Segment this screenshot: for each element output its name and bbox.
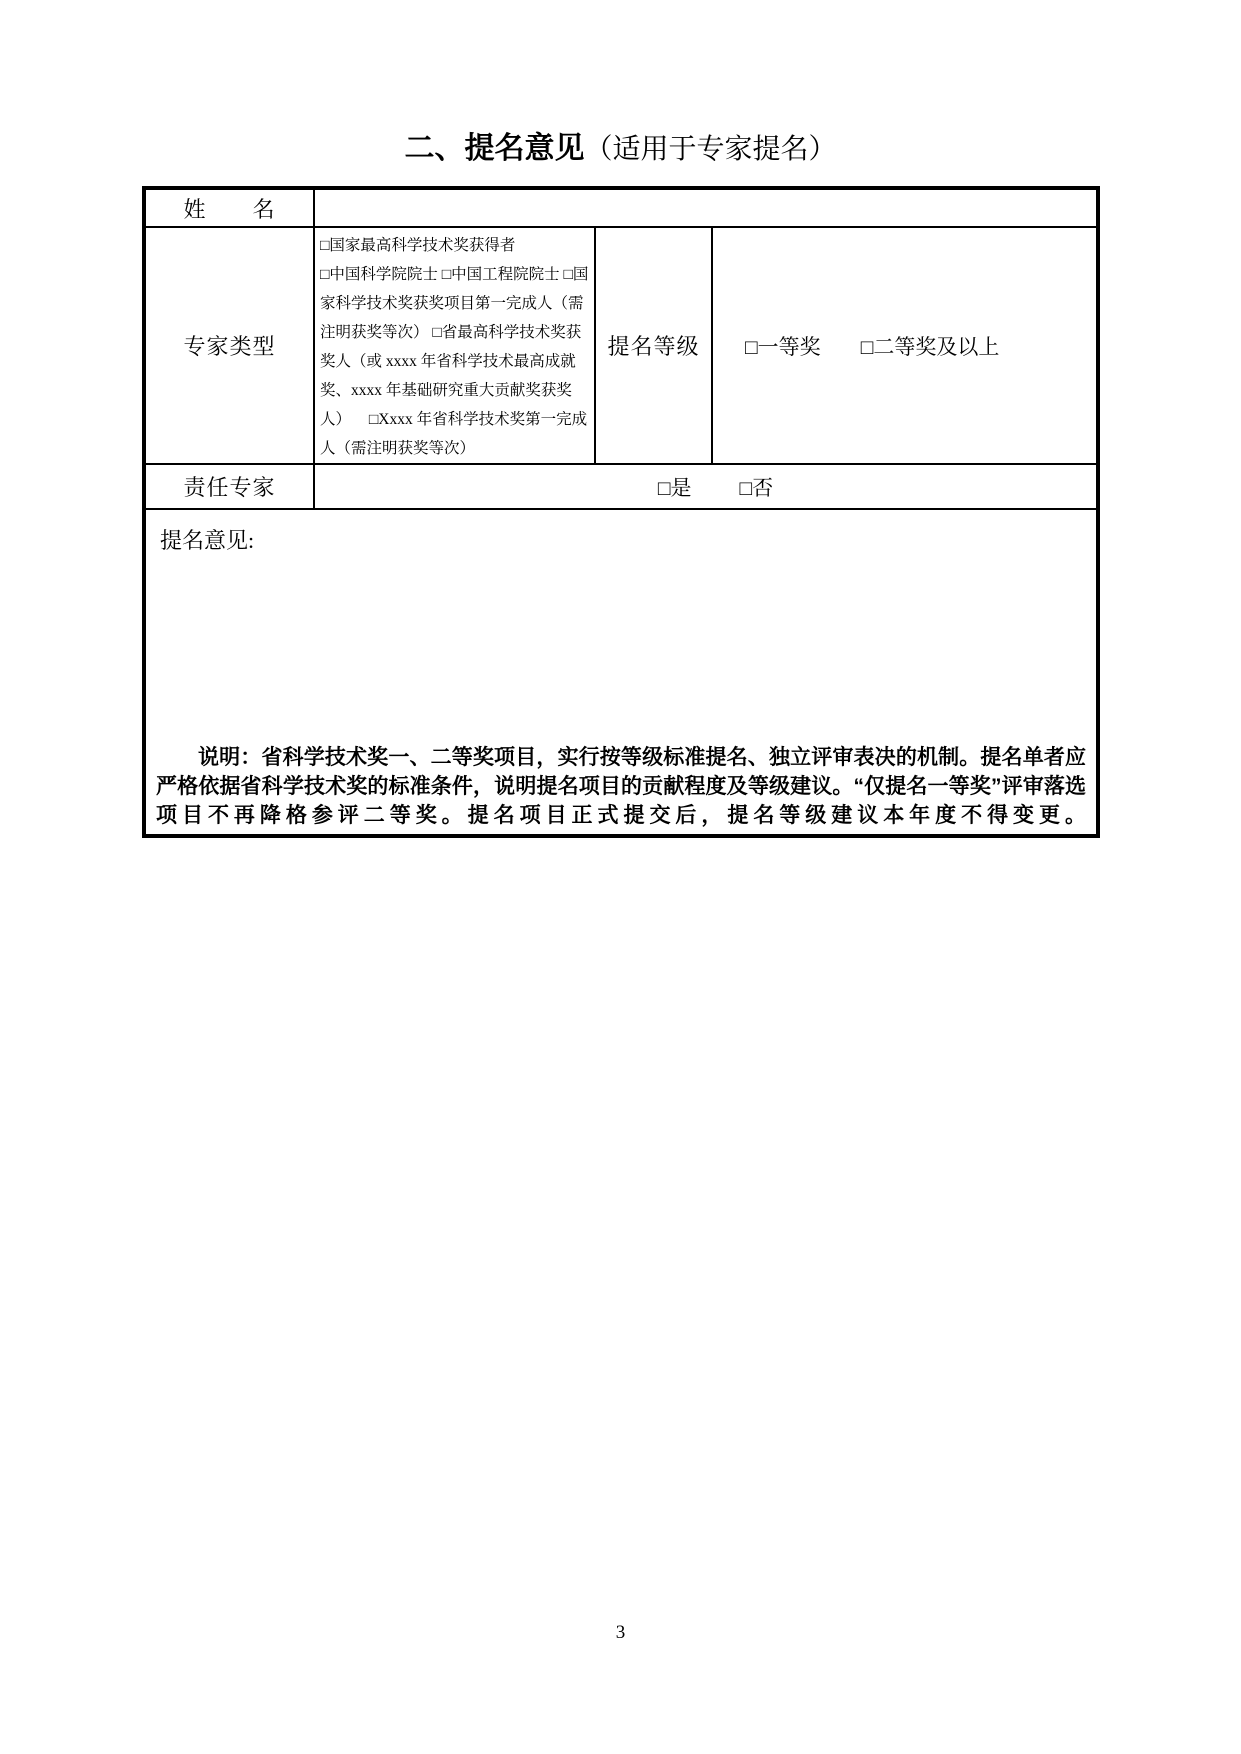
checkbox-option-no: □否 [739,475,774,500]
name-value-cell [315,190,1096,226]
name-label: 姓 名 [146,190,315,226]
checkbox-option-provincial-top-award-winner: □省最高科学技术奖获奖人（或 xxxx 年省科学技术最高成就奖、xxxx 年基础研究重大贡献奖获奖人） [320,324,582,428]
expert-type-row [146,228,1096,465]
nomination-form-table [142,186,1100,838]
nomination-level-options [713,228,1096,463]
instruction-note: 说明：省科学技术奖一、二等奖项目，实行按等级标准提名、独立评审表决的机制。提名单者应严格依据省科学技术奖的标准条件，说明提名项目的贡献程度及等级建议。“仅提名一等奖”评审落选项目不再降格参评二等奖。提名项目正式提交后，提名等级建议本年度不得变更。 [156,746,1086,827]
expert-type-label: 专家类型 [146,228,315,463]
yes-no-group [658,472,773,502]
checkbox-option-provincial-award-first-completer: □Xxxx 年省科学技术奖第一完成人（需注明获奖等次） [320,411,588,457]
opinion-label: 提名意见: [160,528,255,553]
name-row [146,190,1096,228]
responsible-expert-row [146,465,1096,510]
page-title-paren: （适用于专家提名） [584,134,837,165]
checkbox-option-cas-academician: □中国科学院院士 [320,266,438,283]
page-title-main: 二、提名意见 [404,132,585,165]
checkbox-option-first-prize: □一等奖 [745,334,821,359]
expert-type-options [315,228,596,463]
checkbox-option-cae-academician: □中国工程院院士 [441,266,560,283]
opinion-row [146,510,1096,834]
responsible-expert-options [315,465,1096,508]
checkbox-option-national-award-first-completer: □国家科学技术奖获奖项目第一完成人（需注明获奖等次） [320,266,589,341]
nomination-level-label: 提名等级 [596,228,713,463]
checkbox-option-national-top-award-winner: □国家最高科学技术奖获得者 [320,237,516,254]
page-title [0,131,1241,172]
checkbox-option-second-prize-and-above: □二等奖及以上 [860,334,1000,359]
responsible-expert-label: 责任专家 [146,465,315,508]
checkbox-option-yes: □是 [657,475,692,500]
page-number: 3 [615,1622,626,1643]
